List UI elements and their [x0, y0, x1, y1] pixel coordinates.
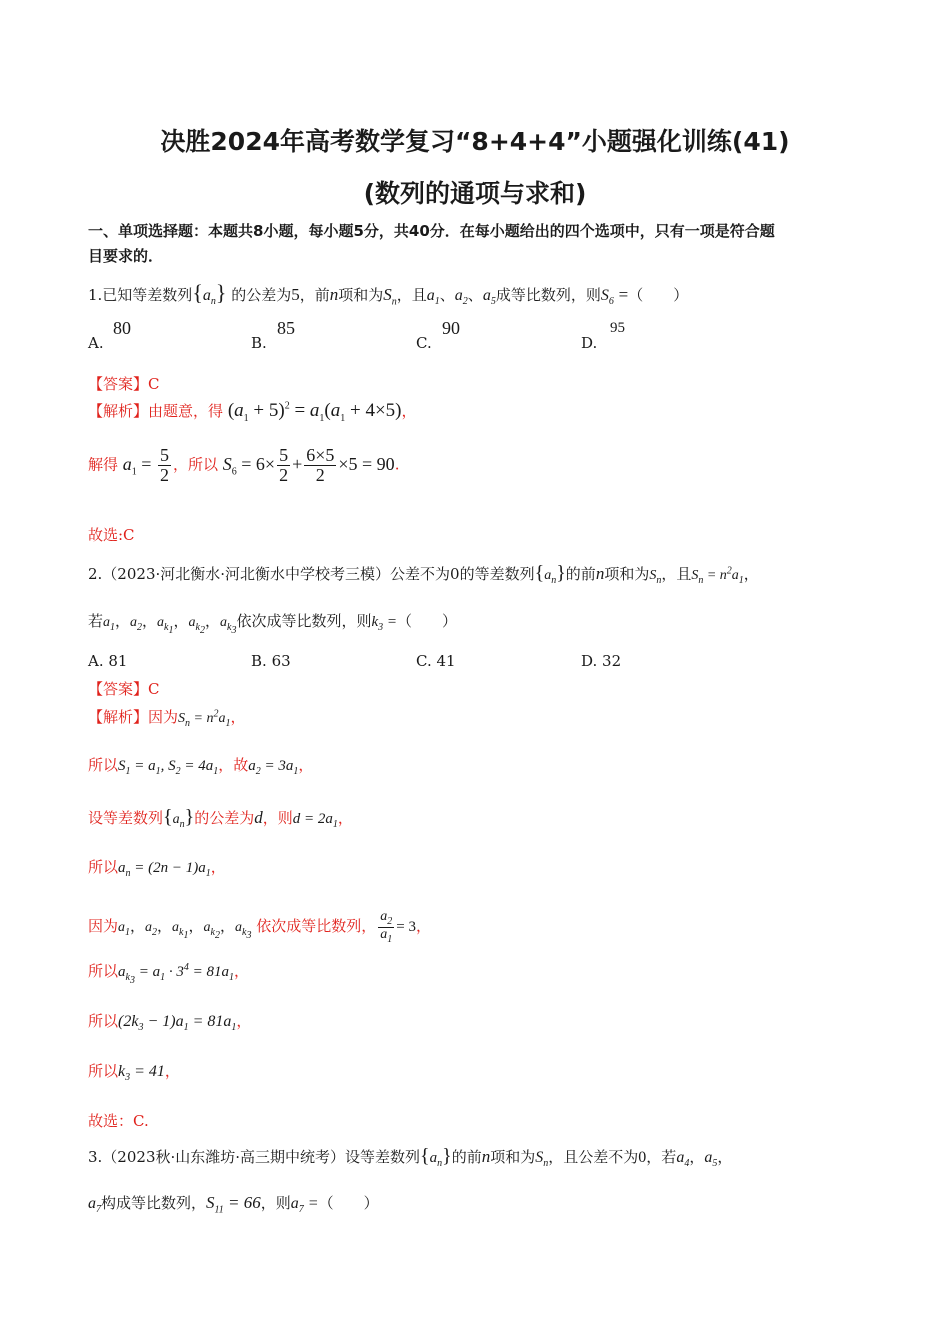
- section-heading-cont: 目要求的．: [88, 247, 164, 265]
- q2-analysis-line2: 所以$S_1 = a_1$, $S_2 = 4a_1$，故$a_2 = 3a_1$，: [88, 756, 314, 777]
- q2-answer: 【答案】C: [88, 680, 160, 698]
- question-3-stem: 3.（2023秋·山东潍坊·高三期中统考）设等差数列$\{a_n\}$的前n项和为$S_n$，且公差不为0，若$a_4$，$a_5$，: [88, 1145, 733, 1170]
- q2-analysis-line6: 所以$a_{k_3} = a_1 \cdot 3^4 = 81a_1$，: [88, 962, 249, 986]
- q2-option-a: A. 81: [88, 652, 128, 670]
- q1-option-b: B.: [251, 334, 267, 352]
- q2-analysis-line3: 设等差数列$\{a_n\}$的公差为d，则$d = 2a_1$，: [88, 806, 353, 830]
- q1-analysis-line2: 解得 $a_1$ = $\frac{5}{2}$ ，所以 $S_6 = 6\times$ $\frac{5}{2}$ + $\frac{6\times 5}{2}$ ×5 = 90.: [88, 445, 400, 485]
- q1-option-a-value: 80: [113, 318, 131, 338]
- q1-conclusion: 故选:C: [88, 526, 135, 544]
- q1-answer: 【答案】C: [88, 375, 160, 393]
- q2-analysis-line7: 所以$(2k_3 - 1)a_1 = 81a_1$，: [88, 1012, 252, 1034]
- q1-option-d-value: 95: [610, 320, 625, 336]
- q2-conclusion: 故选：C.: [88, 1112, 149, 1130]
- q1-analysis-line1: 【解析】由题意，得 $(a_1 + 5)^2 = a_1(a_1 + 4\times 5)$，: [88, 400, 417, 424]
- question-2-stem: 2.（2023·河北衡水·河北衡水中学校考三模）公差不为0的等差数列$\{a_n\}$的前n项和为$S_n$，且$S_n = n^2a_1$，: [88, 562, 759, 586]
- q2-option-c: C. 41: [416, 652, 456, 670]
- question-2-stem-cont: 若$a_1$，$a_2$，$a_{k_1}$，$a_{k_2}$，$a_{k_3}$依次成等比数列，则$k_3$ =（ ）: [88, 612, 458, 636]
- page-title: 决胜2024年高考数学复习“8+4+4”小题强化训练(41): [160, 127, 790, 156]
- q1-option-c-value: 90: [442, 318, 460, 338]
- question-3-stem-cont: $a_7$构成等比数列，$S_{11} = 66$，则$a_7$ =（ ）: [88, 1193, 379, 1216]
- q2-analysis-line4: 所以$a_n = (2n - 1)a_1$，: [88, 858, 226, 879]
- question-1-stem: 1.已知等差数列$\{a_n\}$ 的公差为5，前n项和为$S_n$，且$a_1$、$a_2$、$a_5$成等比数列，则$S_6$ =（ ）: [88, 280, 689, 308]
- q2-option-d: D. 32: [581, 652, 622, 670]
- q2-option-b: B. 63: [251, 652, 291, 670]
- q2-analysis-line5: 因为$a_1$，$a_2$，$a_{k_1}$，$a_{k_2}$，$a_{k_3}$ 依次成等比数列， $\frac{a_2}{a_1}$ = 3，: [88, 909, 431, 946]
- q1-option-b-value: 85: [277, 318, 295, 338]
- q2-analysis-line1: 【解析】因为$S_n = n^2a_1$，: [88, 708, 246, 729]
- section-heading: 一、单项选择题：本题共8小题，每小题5分，共40分．在每小题给出的四个选项中，只有一项是符合题: [88, 222, 775, 240]
- q1-option-c: C.: [416, 334, 432, 352]
- q1-option-a: A.: [88, 334, 104, 352]
- page-subtitle: (数列的通项与求和): [363, 179, 587, 208]
- q2-analysis-line8: 所以$k_3 = 41$，: [88, 1062, 180, 1084]
- q1-option-d: D.: [581, 334, 598, 352]
